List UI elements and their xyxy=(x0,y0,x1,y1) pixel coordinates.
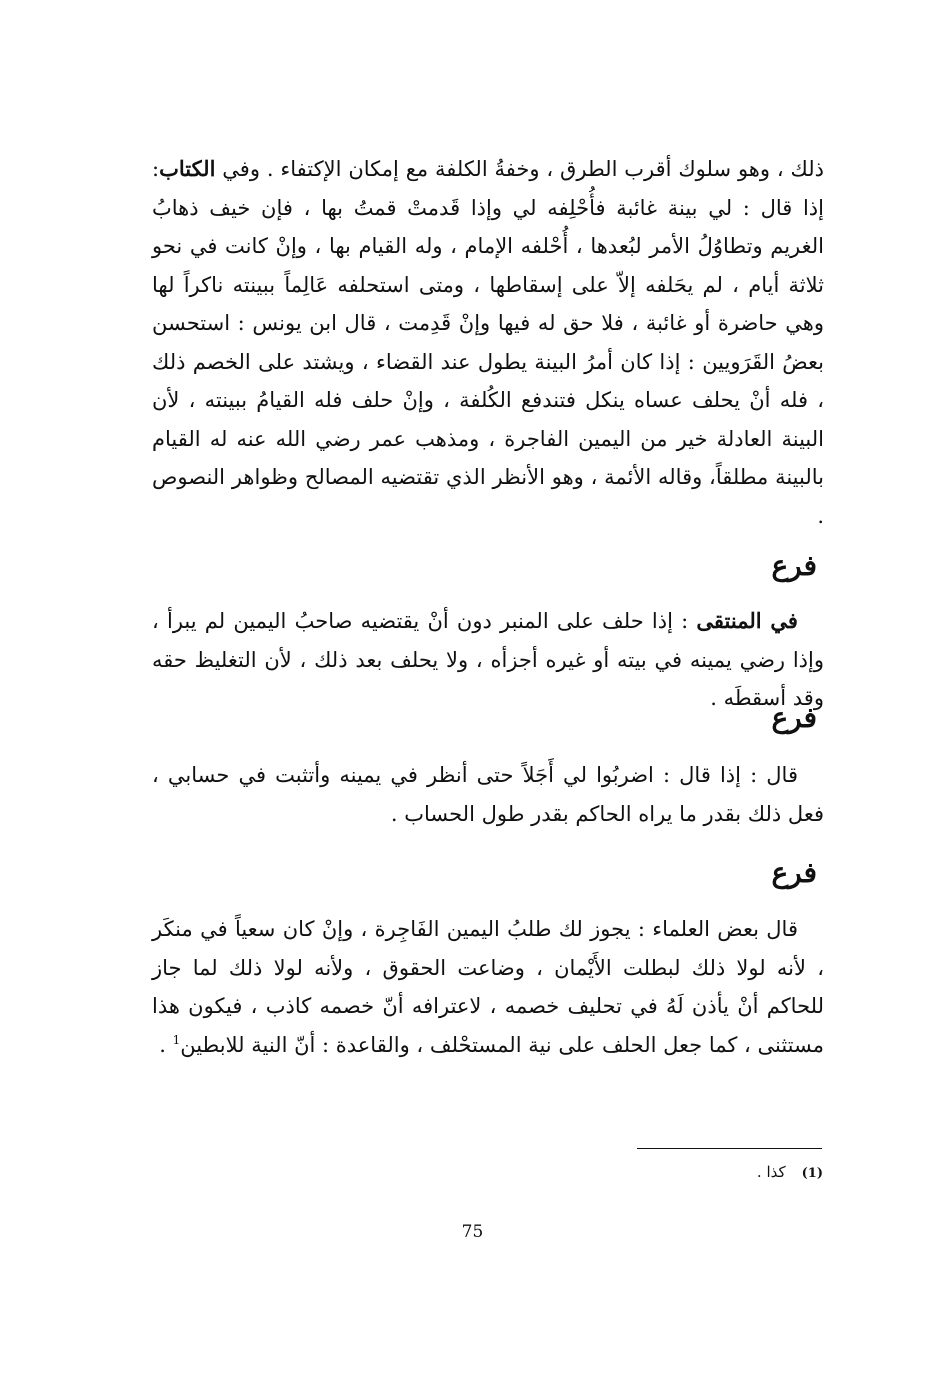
footnote-number: (1) xyxy=(801,1166,823,1181)
paragraph-4-text: قال بعض العلماء : يجوز لك طلبُ اليمين الفَاجِرة ، وإنْ كان سعياً في منكَر ، لأنه لولا ذلك لبطلت الأَيْمان ، وضاعت الحقوق ، ولأنه لولا ذلك لما جاز للحاكم أنْ يأذن لَهُ في تحليف خصمه ، لاعترافه أنّ خصمه كاذب ، فيكون هذا مستثنى ، كما جعل الحلف على نية المستحْلف ، والقاعدة : أنّ النية للابطين xyxy=(152,917,824,1057)
section-heading-1: فرع xyxy=(771,549,817,582)
paragraph-3 xyxy=(152,756,824,833)
footnote xyxy=(757,1160,823,1186)
paragraph-2-text: : إذا حلف على المنبر دون أنْ يقتضيه صاحبُ اليمين لم يبرأ ، وإذا رضي يمينه في بيته أو غيره أجزأه ، ولا يحلف بعد ذلك ، لأن التغليظ حقه وقد أسقطَه . xyxy=(152,609,824,710)
paragraph-1-part-2: : إذا قال : لي بينة غائبة فأُحْلِفه لي وإذا قَدمتْ قمتُ بها ، فإن خيف ذهابُ الغريم وتطاوُلُ الأمر لبُعدها ، أُحْلفه الإمام ، وله القيام بها ، وإنْ كانت في نحو ثلاثة أيام ، لم يحَلفه إلاّ على إسقاطها ، ومتى استحلفه عَالِماً ببينته ناكراً لها وهي حاضرة أو غائبة ، فلا حق له فيها وإنْ قَدِمت ، قال ابن يونس : استحسن بعضُ القَرَويين : إذا كان أمرُ البينة يطول عند القضاء ، ويشتد على الخصم ذلك ، فله أنْ يحلف عساه ينكل فتندفع الكُلفة ، وإنْ حلف فله القيامُ ببينته ، لأن البينة العادلة خير من اليمين الفاجرة ، ومذهب عمر رضي الله عنه له القيام بالبينة مطلقاً، وقاله الأئمة ، وهو الأنظر الذي تقتضيه المصالح وظواهر النصوص . xyxy=(152,157,824,528)
paragraph-4 xyxy=(152,910,824,1064)
footnote-separator xyxy=(637,1148,822,1149)
footnote-reference: 1 xyxy=(172,1032,181,1047)
paragraph-2-bold-term: في المنتقى xyxy=(696,608,798,633)
paragraph-1 xyxy=(152,150,824,535)
paragraph-3-text: قال : إذا قال : اضربُوا لي أَجَلاً حتى أنظر في يمينه وأتثبت في حسابي ، فعل ذلك بقدر ما يراه الحاكم بقدر طول الحساب . xyxy=(152,763,824,826)
paragraph-4-end: . xyxy=(159,1032,166,1057)
section-heading-2: فرع xyxy=(771,701,817,734)
paragraph-1-part-1: ذلك ، وهو سلوك أقرب الطرق ، وخفةُ الكلفة مع إمكان الإكتفاء . وفي xyxy=(215,157,824,181)
page-number: 75 xyxy=(461,1222,484,1242)
paragraph-1-bold-term: الكتاب xyxy=(159,156,216,181)
section-heading-3: فرع xyxy=(771,856,817,889)
footnote-text: كذا . xyxy=(756,1163,786,1181)
paragraph-2 xyxy=(152,602,824,718)
